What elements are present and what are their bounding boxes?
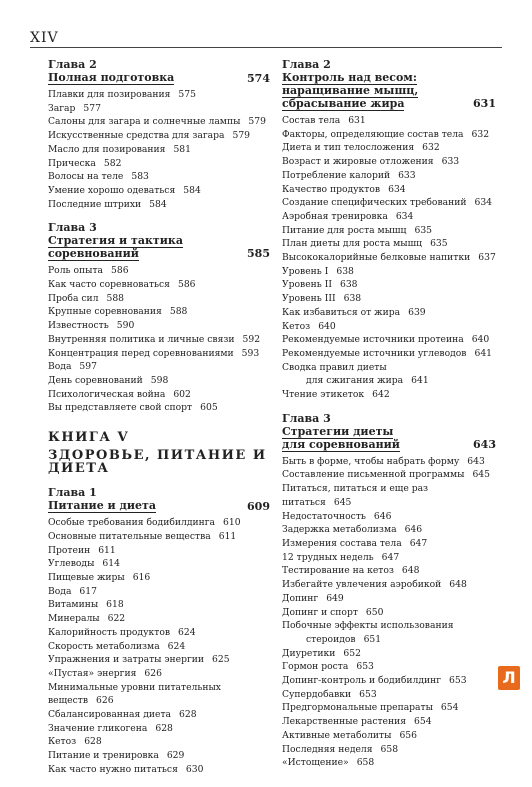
toc-entry[interactable] (282, 333, 496, 347)
toc-entry-page: 635 (414, 224, 433, 236)
toc-entry-page: 638 (343, 293, 362, 305)
toc-entry-page: 593 (241, 347, 260, 359)
book-subtitle: ЗДОРОВЬЕ, ПИТАНИЕ И ДИЕТА (48, 447, 267, 477)
toc-entry-page: 584 (149, 198, 167, 210)
toc-entry-page: 626 (144, 667, 162, 679)
toc-entry[interactable] (48, 170, 270, 184)
chapter-heading (48, 221, 270, 261)
toc-entry-list (48, 264, 270, 415)
toc-entry-page: 651 (363, 633, 382, 645)
toc-entry-page: 653 (359, 688, 377, 700)
book-title: КНИГА V (48, 430, 130, 446)
toc-entry-title: Калорийность продуктов (48, 626, 171, 638)
toc-entry-title: День соревнований (48, 374, 143, 386)
chapter-label: Глава 2 (282, 58, 331, 71)
toc-entry[interactable] (48, 374, 270, 388)
toc-entry-title: Как избавиться от жира (282, 306, 401, 318)
toc-entry-page: 641 (411, 375, 429, 387)
chapter-title-last-row (48, 247, 270, 261)
toc-entry-page: 624 (167, 640, 186, 652)
toc-entry-title: Кетоз (48, 736, 77, 748)
toc-entry-page: 641 (474, 347, 493, 359)
toc-entry[interactable] (48, 708, 270, 722)
toc-entry-title: стероидов (306, 633, 356, 645)
toc-entry[interactable] (282, 537, 496, 551)
toc-entry[interactable] (48, 530, 270, 544)
toc-entry-page: 654 (440, 702, 459, 714)
toc-entry-title: Диуретики (282, 647, 336, 659)
toc-entry-title: Недостаточность (282, 510, 366, 522)
toc-entry-title: Рекомендуемые источники углеводов (282, 347, 467, 359)
toc-entry-title: План диеты для роста мышц (282, 238, 423, 250)
chapter-label: Глава 1 (48, 486, 97, 500)
toc-entry-page: 645 (333, 496, 352, 508)
toc-entry-page: 638 (336, 265, 354, 277)
toc-entry-page: 614 (102, 558, 120, 570)
toc-entry[interactable] (282, 278, 496, 292)
toc-entry[interactable] (282, 606, 496, 620)
toc-entry-page: 653 (449, 675, 467, 687)
toc-entry-title: Значение гликогена (48, 722, 148, 734)
header-rule (30, 47, 502, 48)
toc-entry-page: 617 (79, 585, 97, 597)
toc-entry-title: Минимальные уровни питательных веществ (48, 681, 221, 707)
toc-entry[interactable] (282, 701, 496, 715)
toc-entry[interactable] (48, 612, 270, 626)
toc-entry-title: Лекарственные растения (282, 716, 407, 728)
toc-entry-page: 628 (155, 722, 173, 734)
toc-entry[interactable] (282, 592, 496, 606)
toc-entry[interactable] (282, 196, 496, 210)
toc-entry[interactable] (48, 401, 270, 415)
toc-entry[interactable] (48, 544, 270, 558)
toc-entry-title: Внутренняя политика и личные связи (48, 333, 235, 345)
chapter-page: 585 (247, 247, 270, 261)
chapter-2-right (282, 58, 496, 402)
toc-entry-title: Скорость метаболизма (48, 640, 160, 652)
chapter-page: 574 (247, 72, 270, 85)
toc-entry-page: 579 (232, 130, 251, 142)
toc-entry-title: Вода (48, 585, 72, 597)
toc-entry-title: Диета и тип телосложения (282, 142, 415, 154)
toc-entry-page: 646 (373, 510, 392, 522)
toc-entry[interactable] (48, 653, 270, 667)
toc-entry-title: Высококалорийные белковые напитки (282, 252, 471, 264)
toc-entry-title: Кетоз (282, 320, 311, 332)
toc-entry-page: 642 (372, 389, 390, 401)
toc-entry[interactable] (282, 660, 496, 674)
toc-entry-page: 656 (399, 729, 417, 741)
toc-entry[interactable] (48, 143, 270, 157)
toc-entry-page: 581 (173, 143, 191, 155)
toc-entry[interactable] (282, 141, 496, 155)
toc-entry[interactable] (282, 237, 496, 251)
toc-entry-page: 586 (177, 279, 196, 291)
toc-entry-list (48, 516, 270, 776)
toc-entry-title: Уровень III (282, 293, 336, 305)
toc-entry[interactable] (282, 619, 496, 633)
toc-entry-page: 629 (166, 750, 185, 762)
toc-entry-title: Искусственные средства для загара (48, 130, 225, 142)
toc-entry-title: Витамины (48, 599, 99, 611)
chapter-title-last-row (282, 97, 496, 111)
chapter-title-block (48, 234, 270, 261)
chapter-title-line-2[interactable]: наращивание мышц, (282, 84, 419, 97)
toc-entry-page: 590 (116, 320, 135, 332)
toc-entry-title: Проба сил (48, 292, 99, 304)
toc-entry[interactable] (48, 722, 270, 736)
toc-entry-list (48, 88, 270, 211)
toc-entry-page: 575 (178, 89, 196, 100)
toc-entry-page: 586 (111, 265, 129, 277)
toc-entry-page: 633 (398, 169, 416, 181)
toc-entry-title: Составление письменной программы (282, 469, 465, 481)
toc-entry[interactable] (48, 749, 270, 763)
toc-entry-page: 628 (84, 736, 102, 748)
toc-entry-title: Последние штрихи (48, 198, 142, 210)
toc-entry-page: 632 (471, 128, 490, 140)
toc-entry-page: 637 (478, 252, 496, 264)
toc-entry-title: Салоны для загара и солнечные лампы (48, 116, 241, 128)
toc-entry-title: Последняя неделя (282, 743, 373, 755)
toc-entry-title: Факторы, определяющие состав тела (282, 128, 464, 140)
toc-entry[interactable] (282, 224, 496, 238)
toc-entry[interactable] (282, 128, 496, 142)
toc-entry-page: 652 (343, 647, 361, 659)
toc-entry[interactable] (282, 633, 496, 647)
chapter-title-line-2[interactable]: соревнований (48, 247, 139, 261)
toc-entry-title: Быть в форме, чтобы набрать форму (282, 455, 460, 467)
toc-entry-title: Допинг (282, 592, 319, 604)
toc-entry-page: 610 (223, 517, 241, 529)
toc-entry-page: 616 (132, 571, 151, 583)
toc-right-column (282, 58, 496, 780)
toc-entry-page: 640 (471, 334, 490, 346)
toc-entry-title: Избегайте увлечения аэробикой (282, 579, 442, 591)
toc-left-column (48, 58, 270, 787)
toc-entry-page: 649 (326, 592, 344, 604)
toc-entry-page: 646 (404, 524, 423, 536)
chapter-title-line-2[interactable]: для соревнований (282, 437, 400, 451)
toc-entry-title: Прическа (48, 157, 96, 169)
toc-entry-title: Предгормональные препараты (282, 702, 433, 714)
chapter-title[interactable]: Полная подготовка (48, 71, 175, 84)
toc-entry[interactable] (282, 455, 496, 469)
toc-entry-title: Рекомендуемые источники протеина (282, 334, 464, 346)
publisher-logo-icon: Л (498, 666, 520, 690)
toc-entry[interactable] (282, 251, 496, 265)
chapter-title[interactable]: Питание и диета (48, 499, 156, 513)
toc-entry[interactable] (48, 157, 270, 171)
toc-entry[interactable] (282, 292, 496, 306)
toc-entry-page: 579 (248, 116, 266, 128)
toc-entry-page: 658 (380, 743, 399, 755)
toc-entry[interactable] (282, 688, 496, 702)
toc-entry[interactable] (48, 598, 270, 612)
toc-entry-page: 592 (242, 333, 261, 345)
chapter-title-line-3[interactable]: сбрасывание жира (282, 97, 405, 110)
toc-entry-title: Задержка метаболизма (282, 524, 397, 536)
chapter-heading (282, 58, 496, 111)
toc-entry-title: Питаться, питаться и еще раз питаться (282, 483, 429, 508)
toc-entry[interactable] (282, 265, 496, 279)
toc-entry-page: 588 (106, 292, 125, 304)
chapter-title-block (282, 425, 496, 452)
toc-entry[interactable] (48, 264, 270, 278)
toc-entry-page: 654 (414, 716, 432, 728)
chapter-heading (48, 486, 270, 513)
toc-entry[interactable] (282, 551, 496, 565)
toc-entry[interactable] (48, 763, 270, 777)
chapter-title-block (282, 71, 496, 111)
toc-entry-page: 648 (449, 579, 467, 591)
toc-entry[interactable] (48, 305, 270, 319)
toc-entry-page: 622 (107, 613, 126, 625)
chapter-page: 631 (473, 97, 496, 110)
chapter-3-left (48, 221, 270, 415)
chapter-title-row (48, 71, 270, 85)
toc-entry-page: 647 (409, 537, 428, 549)
toc-entry-title: Сводка правил диеты (282, 361, 387, 373)
chapter-heading (48, 58, 270, 85)
toc-entry-page: 631 (348, 115, 366, 126)
toc-entry-title: Минералы (48, 613, 100, 625)
toc-entry-page: 634 (388, 183, 406, 195)
toc-entry-list (282, 455, 496, 770)
toc-entry-title: Чтение этикеток (282, 389, 365, 401)
toc-entry[interactable] (282, 388, 496, 402)
toc-entry-title: Концентрация перед соревнованиями (48, 347, 234, 359)
toc-entry-title: Уровень II (282, 279, 332, 291)
toc-entry[interactable] (282, 114, 496, 128)
toc-entry[interactable] (48, 360, 270, 374)
toc-entry[interactable] (48, 88, 270, 102)
toc-entry[interactable] (282, 155, 496, 169)
toc-entry-title: Питание и тренировка (48, 750, 159, 762)
toc-entry-list (282, 114, 496, 402)
toc-entry[interactable] (282, 564, 496, 578)
toc-entry-page: 625 (212, 654, 230, 666)
toc-entry-title: Умение хорошо одеваться (48, 184, 176, 196)
chapter-label: Глава 3 (48, 221, 97, 235)
toc-entry-title: Упражнения и затраты энергии (48, 654, 205, 666)
toc-entry-title: Аэробная тренировка (282, 210, 388, 222)
toc-entry-page: 650 (365, 606, 384, 618)
toc-entry-title: Протеин (48, 544, 91, 556)
toc-entry[interactable] (282, 169, 496, 183)
toc-entry-page: 638 (339, 279, 358, 291)
toc-entry-page: 632 (422, 142, 440, 154)
toc-entry[interactable] (282, 183, 496, 197)
toc-entry-page: 628 (179, 709, 197, 721)
toc-entry-title: для сжигания жира (306, 375, 404, 387)
toc-entry[interactable] (48, 667, 270, 681)
toc-entry-page: 643 (467, 455, 485, 467)
toc-entry[interactable] (48, 347, 270, 361)
toc-entry[interactable] (282, 647, 496, 661)
page-number: XIV (30, 30, 59, 46)
toc-entry[interactable] (282, 468, 496, 482)
toc-entry-title: Вода (48, 361, 72, 373)
toc-entry-page: 602 (173, 388, 191, 400)
toc-entry-page: 588 (169, 306, 188, 318)
toc-entry-page: 645 (472, 469, 490, 481)
toc-entry-page: 630 (185, 763, 204, 775)
toc-entry-title: Измерения состава тела (282, 537, 402, 549)
toc-entry-title: Уровень I (282, 265, 329, 277)
toc-entry-title: Психологическая война (48, 388, 166, 400)
toc-entry-title: Особые требования бодибилдинга (48, 517, 216, 529)
toc-entry[interactable] (282, 347, 496, 361)
chapter-2-left (48, 58, 270, 211)
toc-entry-page: 634 (395, 210, 414, 222)
toc-entry-title: Пищевые жиры (48, 571, 125, 583)
chapter-title-line-1[interactable]: Стратегии диеты (282, 424, 394, 438)
toc-entry-page: 598 (150, 374, 169, 386)
toc-entry[interactable] (48, 735, 270, 749)
toc-entry[interactable] (48, 198, 270, 212)
chapter-page: 643 (473, 437, 496, 451)
toc-entry-page: 634 (474, 197, 493, 209)
toc-entry[interactable] (48, 557, 270, 571)
toc-entry-page: 582 (103, 157, 122, 169)
toc-entry-page: 648 (401, 565, 420, 577)
toc-entry-page: 611 (98, 544, 116, 556)
chapter-title-row (48, 499, 270, 513)
toc-entry[interactable] (48, 115, 270, 129)
toc-entry[interactable] (48, 516, 270, 530)
toc-entry-title: Гормон роста (282, 661, 349, 673)
chapter-title-line-1[interactable]: Стратегия и тактика (48, 234, 183, 248)
toc-entry-page: 647 (381, 551, 400, 563)
toc-entry[interactable] (282, 482, 496, 509)
toc-entry-title: Как часто нужно питаться (48, 763, 178, 775)
chapter-heading (282, 412, 496, 452)
toc-entry[interactable] (48, 129, 270, 143)
toc-entry-page: 653 (356, 661, 374, 673)
toc-entry[interactable] (48, 292, 270, 306)
toc-entry-title: Состав тела (282, 115, 341, 126)
toc-entry[interactable] (48, 388, 270, 402)
toc-entry-page: 583 (131, 171, 149, 183)
toc-entry-title: Загар (48, 102, 76, 114)
chapter-title-line-1[interactable]: Контроль над весом: (282, 71, 417, 84)
toc-entry-page: 658 (356, 757, 375, 769)
toc-entry-title: Тестирование на кетоз (282, 565, 394, 577)
toc-entry-title: Волосы на теле (48, 171, 124, 183)
toc-entry[interactable] (48, 333, 270, 347)
chapter-page: 609 (247, 500, 270, 514)
toc-entry-title: Супердобавки (282, 688, 352, 700)
toc-entry-title: Основные питательные вещества (48, 530, 211, 542)
toc-entry[interactable] (48, 102, 270, 116)
toc-entry-page: 624 (178, 626, 196, 638)
toc-entry[interactable] (48, 571, 270, 585)
toc-entry-title: Активные метаболиты (282, 729, 392, 741)
toc-entry-title: Допинг-контроль и бодибилдинг (282, 675, 442, 687)
toc-entry[interactable] (282, 578, 496, 592)
toc-entry[interactable] (282, 361, 496, 375)
toc-entry[interactable] (48, 278, 270, 292)
toc-entry-title: Допинг и спорт (282, 606, 358, 618)
toc-entry[interactable] (282, 320, 496, 334)
toc-entry-title: Потребление калорий (282, 169, 391, 181)
chapter-label: Глава 2 (48, 58, 97, 71)
toc-entry[interactable] (282, 715, 496, 729)
toc-entry-title: Побочные эффекты использования (282, 620, 454, 632)
toc-entry[interactable] (282, 374, 496, 388)
toc-entry-title: Качество продуктов (282, 183, 381, 195)
toc-entry[interactable] (282, 729, 496, 743)
toc-entry[interactable] (48, 640, 270, 654)
toc-entry[interactable] (282, 210, 496, 224)
toc-entry-title: Плавки для позирования (48, 89, 171, 100)
toc-entry-title: Крупные соревнования (48, 306, 162, 318)
toc-entry[interactable] (48, 184, 270, 198)
toc-entry-title: Известность (48, 320, 109, 332)
toc-entry-title: 12 трудных недель (282, 551, 374, 563)
toc-entry[interactable] (48, 626, 270, 640)
toc-entry-page: 584 (183, 184, 201, 196)
toc-entry-title: Как часто соревноваться (48, 279, 170, 291)
toc-entry[interactable] (282, 743, 496, 757)
toc-entry-title: Роль опыта (48, 265, 103, 277)
toc-entry[interactable] (282, 674, 496, 688)
toc-entry[interactable] (48, 319, 270, 333)
toc-entry-page: 639 (408, 306, 426, 318)
toc-entry-title: Сбалансированная диета (48, 709, 172, 721)
toc-entry-title: Вы представляете свой спорт (48, 402, 193, 414)
toc-entry-title: Углеводы (48, 558, 95, 570)
toc-entry-title: Создание специфических требований (282, 197, 467, 209)
chapter-3-right (282, 412, 496, 770)
chapter-label: Глава 3 (282, 411, 331, 425)
toc-entry-title: «Истощение» (282, 757, 349, 769)
toc-entry-title: «Пустая» энергия (48, 667, 137, 679)
toc-entry[interactable] (282, 510, 496, 524)
toc-entry-title: Возраст и жировые отложения (282, 156, 434, 168)
toc-entry-page: 626 (96, 695, 114, 707)
toc-entry[interactable] (282, 523, 496, 537)
toc-entry-page: 577 (83, 102, 101, 114)
toc-entry-page: 633 (441, 156, 460, 168)
toc-entry-page: 618 (106, 599, 124, 611)
toc-entry[interactable] (48, 585, 270, 599)
toc-entry[interactable] (282, 306, 496, 320)
toc-entry-page: 635 (430, 238, 448, 250)
toc-entry-page: 611 (218, 530, 237, 542)
toc-entry-title: Питание для роста мышц (282, 224, 407, 236)
toc-entry-page: 640 (318, 320, 336, 332)
chapter-1-left (48, 486, 270, 776)
toc-entry-page: 597 (79, 361, 97, 373)
toc-entry-title: Масло для позирования (48, 143, 166, 155)
toc-entry[interactable] (282, 756, 496, 770)
toc-entry-page: 605 (200, 402, 218, 414)
chapter-title-last-row (282, 438, 496, 452)
chapter-title-line[interactable] (48, 234, 270, 247)
toc-entry[interactable] (48, 681, 270, 708)
